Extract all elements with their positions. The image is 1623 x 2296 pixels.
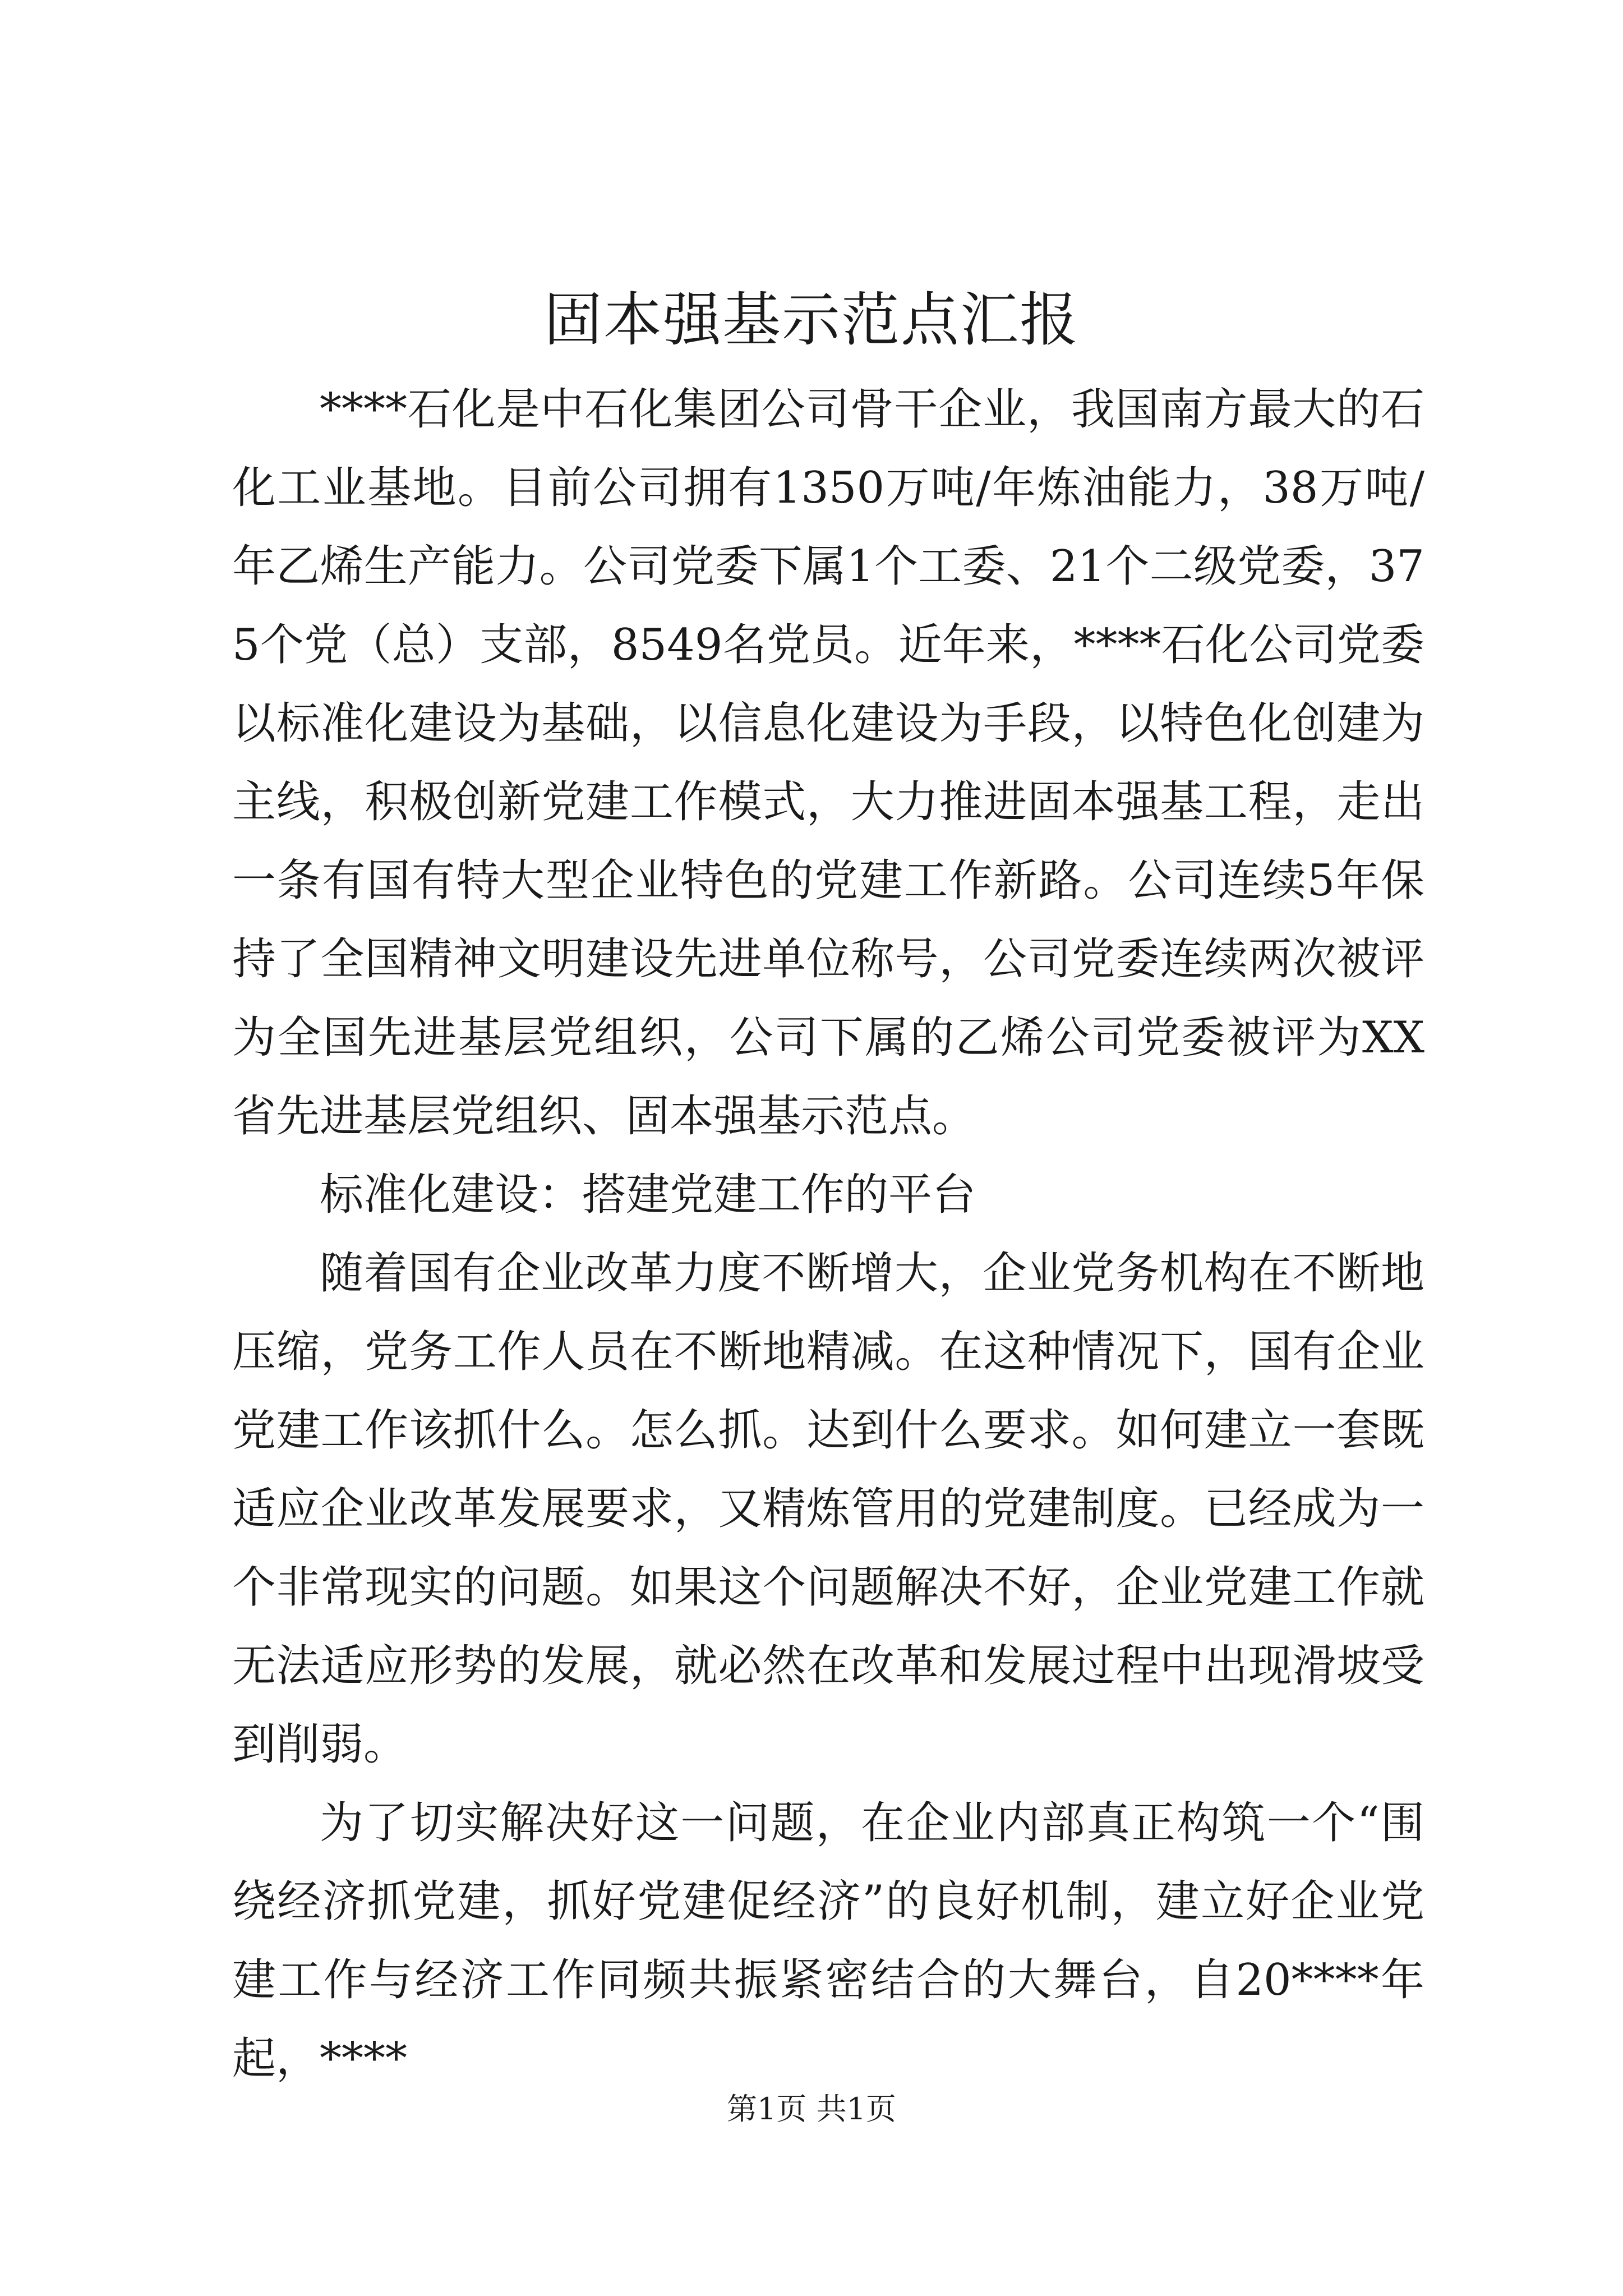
paragraph-solution: 为了切实解决好这一问题，在企业内部真正构筑一个“围绕经济抓党建，抓好党建促经济”的良好机制，建立好企业党建工作与经济工作同频共振紧密结合的大舞台，自20****年起，**** bbox=[232, 1798, 1424, 2084]
paragraph-intro: ****石化是中石化集团公司骨干企业，我国南方最大的石化工业基地。目前公司拥有1350万吨/年炼油能力，38万吨/年乙烯生产能力。公司党委下属1个工委、21个二级党委，375个党（总）支部，8549名党员。近年来，****石化公司党委以标准化建设为基础，以信息化建设为手段，以特色化创建为主线，积极创新党建工作模式，大力推进固本强基工程，走出一条有国有特大型企业特色的党建工作新路。公司连续5年保持了全国精神文明建设先进单位称号，公司党委连续两次被评为全国先进基层党组织，公司下属的乙烯公司党委被评为XX省先进基层党组织、固本强基示范点。 bbox=[232, 384, 1424, 1142]
page-footer: 第1页 共1页 bbox=[727, 2091, 896, 2127]
document-title: 固本强基示范点汇报 bbox=[543, 286, 1079, 354]
document-body bbox=[232, 370, 1424, 2098]
section-heading: 标准化建设：搭建党建工作的平台 bbox=[320, 1170, 976, 1220]
paragraph-background: 随着国有企业改革力度不断增大，企业党务机构在不断地压缩，党务工作人员在不断地精减。在这种情况下，国有企业党建工作该抓什么。怎么抓。达到什么要求。如何建立一套既适应企业改革发展要求，又精炼管用的党建制度。已经成为一个非常现实的问题。如果这个问题解决不好，企业党建工作就无法适应形势的发展，就必然在改革和发展过程中出现滑坡受到削弱。 bbox=[232, 1248, 1424, 1770]
